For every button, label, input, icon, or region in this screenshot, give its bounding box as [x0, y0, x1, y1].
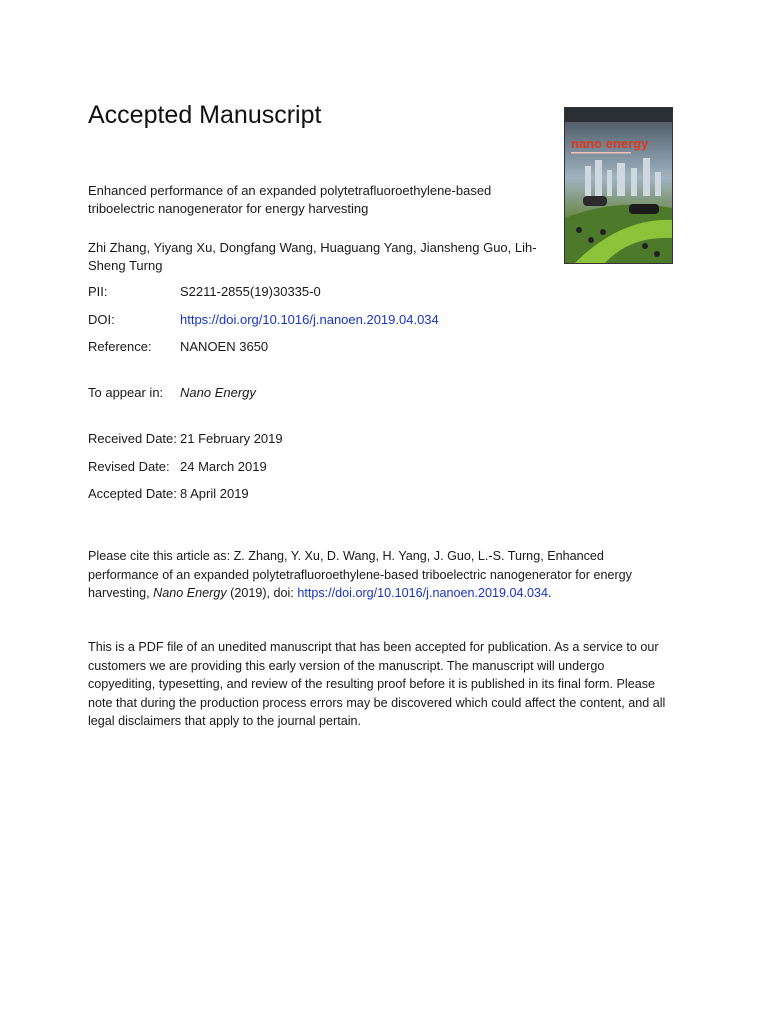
svg-text:nano energy: nano energy: [571, 136, 649, 151]
appear-row: [88, 384, 256, 402]
revised-value: 24 March 2019: [180, 459, 267, 474]
citation-suffix: .: [548, 586, 552, 600]
appear-label: To appear in:: [88, 385, 164, 400]
reference-value: NANOEN 3650: [180, 339, 269, 354]
journal-name: Nano Energy: [180, 385, 256, 400]
accepted-label: Accepted Date:: [88, 486, 177, 501]
pii-row: [88, 283, 321, 301]
doi-link[interactable]: https://doi.org/10.1016/j.nanoen.2019.04.034: [180, 312, 439, 327]
citation-middle: (2019), doi:: [226, 586, 298, 600]
citation-doi-link[interactable]: https://doi.org/10.1016/j.nanoen.2019.04.034: [297, 586, 549, 600]
reference-label: Reference:: [88, 339, 152, 354]
accepted-row: [88, 485, 249, 503]
reference-row: [88, 338, 268, 356]
article-authors: Zhi Zhang, Yiyang Xu, Dongfang Wang, Huaguang Yang, Jiansheng Guo, Lih-Sheng Turng: [88, 240, 537, 273]
citation-prefix: Please cite this article as: Z. Zhang, Y. Xu, D. Wang, H. Yang, J. Guo, L.-S. Turng, Enhanced performance of an expanded polytetrafluoroethylene-based triboelectric nanogenerator for energy harvesting,: [88, 549, 632, 600]
citation-journal: Nano Energy: [153, 586, 227, 600]
received-value: 21 February 2019: [180, 431, 283, 446]
doi-label: DOI:: [88, 312, 115, 327]
doi-row: [88, 311, 439, 329]
page-heading: Accepted Manuscript: [88, 101, 322, 129]
received-label: Received Date:: [88, 431, 177, 446]
journal-cover-image: [564, 107, 673, 264]
manuscript-notice: This is a PDF file of an unedited manuscript that has been accepted for publication. As a service to our customers we are providing this early version of the manuscript. The manuscript will undergo copyediting, typesetting, and review of the resulting proof before it is published in its final form. Please note that during the production process errors may be discovered which could affect the content, and all legal disclaimers that apply to the journal pertain.: [88, 640, 666, 728]
article-title: Enhanced performance of an expanded polytetrafluoroethylene-based triboelectric nanogenerator for energy harvesting: [88, 183, 492, 216]
citation-paragraph: [88, 547, 668, 603]
pii-label: PII:: [88, 284, 108, 299]
revised-row: [88, 458, 267, 476]
revised-label: Revised Date:: [88, 459, 170, 474]
pii-value: S2211-2855(19)30335-0: [180, 284, 321, 299]
received-row: [88, 430, 283, 448]
accepted-value: 8 April 2019: [180, 486, 249, 501]
